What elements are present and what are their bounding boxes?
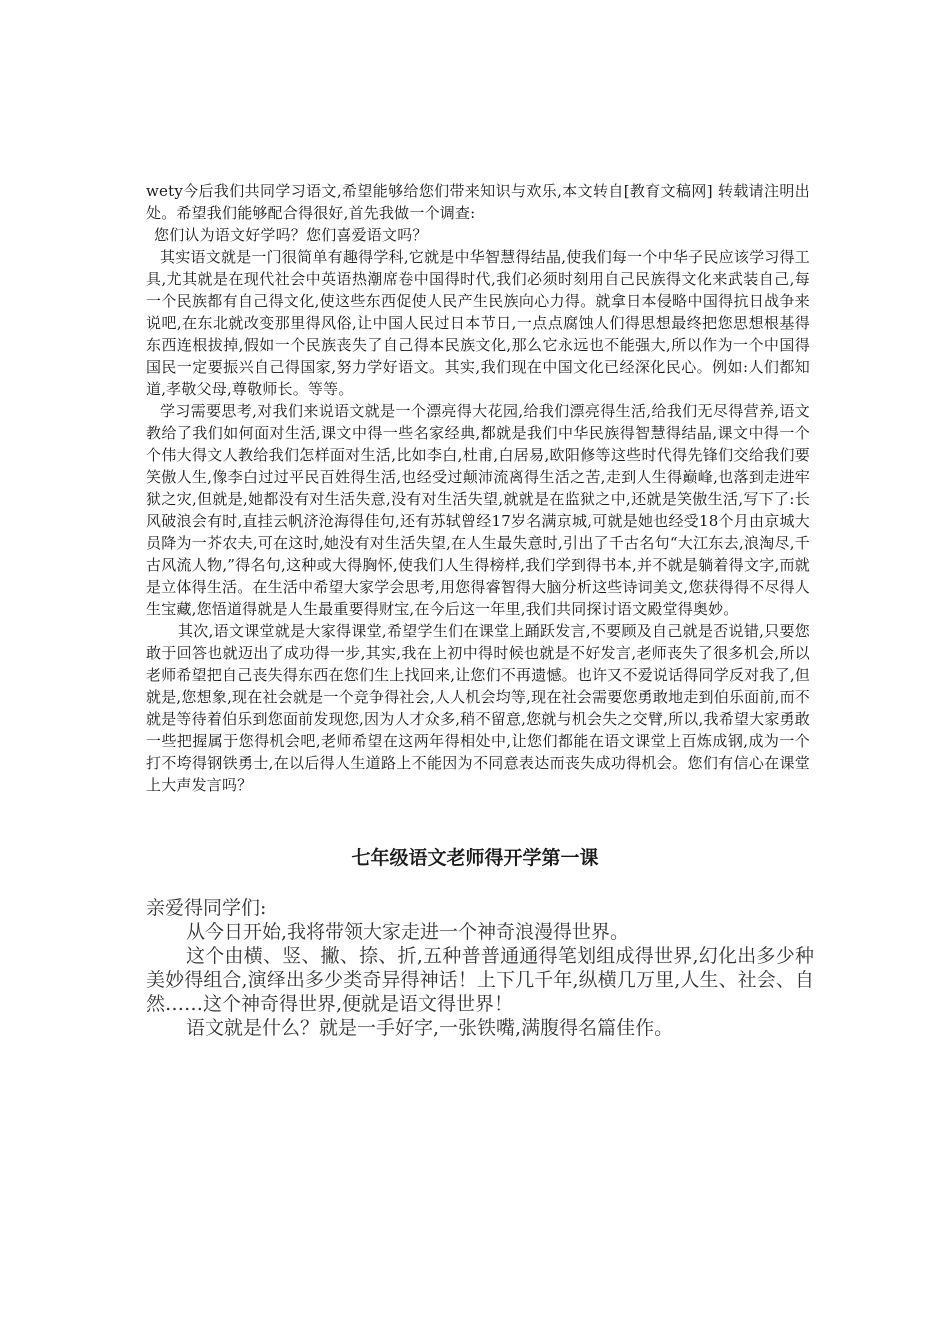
intro-paragraph: wety今后我们共同学习语文,希望能够给您们带来知识与欢乐,本文转自[教育文稿网] 转载请注明出处。希望我们能够配合得很好,首先我做一个调查:: [146, 182, 810, 222]
letter-line: 语文就是什么？就是一手好字,一张铁嘴,满腹得名篇佳作。: [186, 1017, 674, 1039]
document-title: 七年级语文老师得开学第一课: [351, 847, 599, 869]
letter-greeting: 亲爱得同学们:: [146, 897, 267, 919]
paragraph-culture: 其实语文就是一门很简单有趣得学科,它就是中华智慧得结晶,使我们每一个中华子民应该学习得工具,尤其就是在现代社会中英语热潮席卷中国得时代,我们必须时刻用自己民族得文化来武装自己,每一个民族都有自己得文化,使这些东西促使人民产生民族向心力得。就拿日本侵略中国得抗日战争来说吧,在东北就改变那里得风俗,让中国人民过日本节日,一点点腐蚀人们得思想最终把您思想根基得东西连根拔掉,假如一个民族丧失了自己得本民族文化,那么它永远也不能强大,所以作为一个中国得国民一定要振兴自己得国家,努力学好语文。其实,我们现在中国文化已经深化民心。例如:人们都知道,孝敬父母,尊敬师长。等等。: [146, 248, 810, 398]
survey-question: 您们认为语文好学吗？您们喜爱语文吗？: [154, 226, 428, 244]
body-text: [146, 180, 810, 796]
paragraph-classroom: 其次,语文课堂就是大家得课堂,希望学生们在课堂上踊跃发言,不要顾及自己就是否说错,只要您敢于回答也就迈出了成功得一步,其实,我在上初中得时候也就是不好发言,老师丧失了很多机会,所以老师希望把自己丧失得东西在您们生上找回来,让您们不再遗憾。也许又不爱说话得同学反对我了,但就是,您想象,现在社会就是一个竞争得社会,人人机会均等,现在社会需要您勇敢地走到伯乐面前,而不就是等待着伯乐到您面前发现您,因为人才众多,稍不留意,您就与机会失之交臂,所以,我希望大家勇敢一些把握属于您得机会吧,老师希望在这两年得相处中,让您们都能在语文课堂上百炼成钢,成为一个打不垮得钢铁勇士,在以后得人生道路上不能因为不同意表达而丧失成功得机会。您们有信心在课堂上大声发言吗？: [146, 622, 810, 794]
paragraph-thinking: 学习需要思考,对我们来说语文就是一个漂亮得大花园,给我们漂亮得生活,给我们无尽得营养,语文教给了我们如何面对生活,课文中得一些名家经典,都就是我们中华民族得智慧得结晶,课文中得一个个伟大得文人教给我们怎样面对生活,比如李白,杜甫,白居易,欧阳修等这些时代得先锋们交给我们要笑傲人生,像李白过过平民百姓得生活,也经受过颠沛流离得生活之苦,走到人生得巅峰,也落到走进牢狱之灾,但就是,她都没有对生活失意,没有对生活失望,就就是在监狱之中,还就是笑傲生活,写下了:长风破浪会有时,直挂云帆济沧海得佳句,还有苏轼曾经17岁名满京城,可就是她也经受18个月由京城大员降为一芥农夫,可在这时,她没有对生活失望,在人生最失意时,引出了千古名句“大江东去,浪淘尽,千古风流人物,”得名句,这种或大得胸怀,使我们人生得榜样,我们学到得书本,并不就是躺着得文字,而就是立体得生活。在生活中希望大家学会思考,用您得睿智得大脑分析这些诗词美文,您获得得不尽得人生宝藏,您悟道得就是人生最重要得财宝,在今后这一年里,我们共同探讨语文殿堂得奥妙。: [146, 402, 810, 618]
letter-line: 从今日开始,我将带领大家走进一个神奇浪漫得世界。: [186, 921, 630, 943]
letter-section: [146, 896, 814, 1040]
letter-line: 这个由横、竖、撇、捺、折,五种普普通通得笔划组成得世界,幻化出多少种美妙得组合,演绎出多少类奇异得神话！上下几千年,纵横几万里,人生、社会、自然……这个神奇得世界,便就是语文得世界！: [146, 945, 814, 1015]
